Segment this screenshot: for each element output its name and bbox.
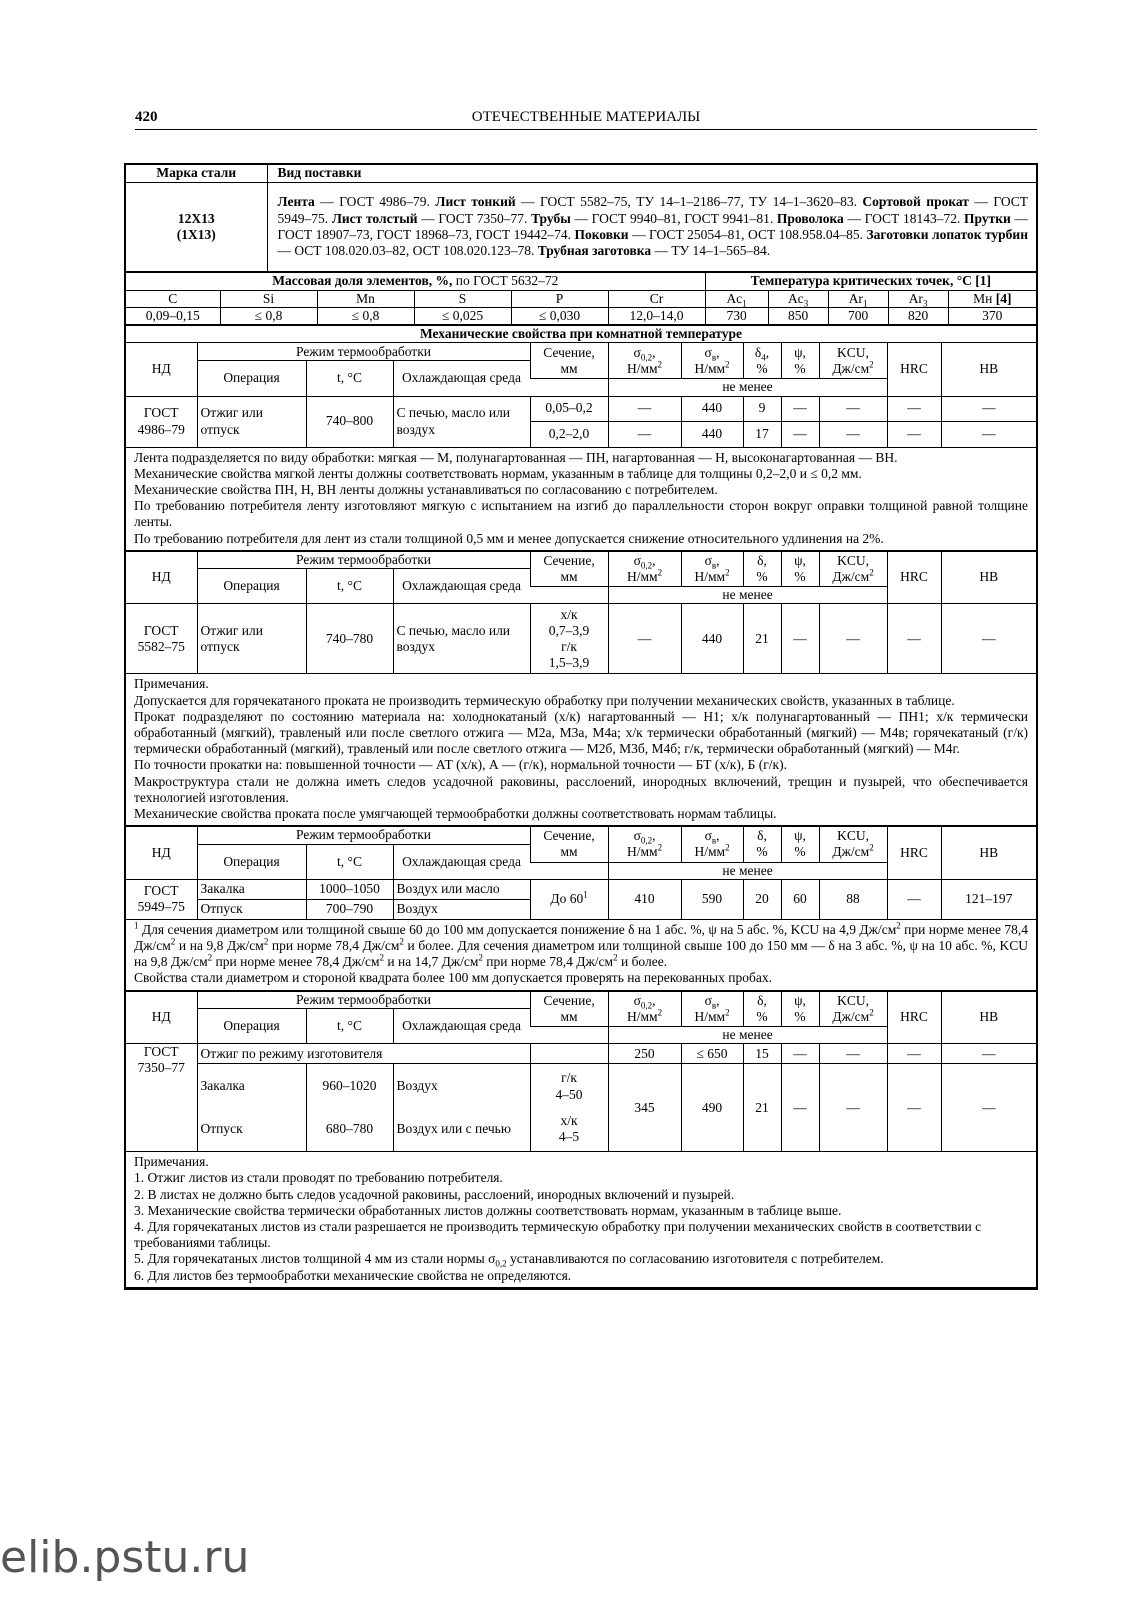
supply-text: [267, 182, 1036, 272]
col-mode: Режим термообработки: [197, 827, 530, 844]
t4-temp: 680–780: [306, 1108, 393, 1152]
col-section-cont: [530, 862, 608, 879]
t1-hrc: —: [887, 396, 941, 421]
col-section: Сечение, мм: [530, 992, 608, 1027]
col-d: δ, %: [743, 827, 781, 862]
element-s: S: [414, 290, 511, 307]
t4-sb: 490: [681, 1064, 743, 1152]
note: Прокат подразделяют по состоянию материала на: холоднокатаный (х/к) нагартованный — Н1; х/к полунагартованный — ПН1; х/к термически обработанный (мягкий), травленый или после светлого отжига — М2а, М3а, М4а; х/к термически обработанный (мягкий) — М4в; горячекатаный (г/к) термически обработанный (мягкий), травленый или после светлого отжига — М2б, М3б, М4б; г/к, термически обработанный (мягкий) — М4г.: [134, 708, 1028, 757]
mech-section-title: Механические свойства при комнатной температуре: [126, 326, 1036, 343]
col-s02: $\sigma_{0,2}$, $Н/мм^2$: [608, 552, 681, 587]
supply-standard: — ГОСТ 18143–72.: [843, 210, 965, 226]
col-s02: $\sigma_{0,2}$, $Н/мм^2$: [608, 992, 681, 1027]
supply-term: Прутки: [964, 210, 1011, 226]
t3-cooling: Воздух или масло: [393, 879, 530, 899]
col-cooling: Охлаждающая среда: [393, 1009, 530, 1044]
value-cr: 12,0–14,0: [608, 307, 705, 325]
col-hb: HB: [941, 343, 1036, 396]
value-p: ≤ 0,030: [511, 307, 608, 325]
t2-hrc: —: [887, 604, 941, 674]
note: Примечания.: [134, 1154, 209, 1170]
composition-title: Массовая доля элементов, %, по ГОСТ 5632–72: [126, 273, 705, 290]
col-cooling: Охлаждающая среда: [393, 361, 530, 396]
col-nd: НД: [126, 552, 197, 604]
t2-psi: —: [781, 604, 819, 674]
col-mode: Режим термообработки: [197, 552, 530, 569]
t3-notes: [126, 919, 1036, 990]
value-ar3: 820: [888, 307, 948, 325]
col-sb: $\sigma_в$, $Н/мм^2$: [681, 827, 743, 862]
t3-kcu: 88: [819, 879, 887, 919]
t2-sb: 440: [681, 604, 743, 674]
col-temp: t, °С: [306, 361, 393, 396]
crit-ac3: $Ac_3$: [768, 290, 828, 307]
t4-anneal-operation: Отжиг по режиму изготовителя: [197, 1044, 530, 1064]
note: 4. Для горячекатаных листов из стали разрешается не производить термическую обработку при получении механических свойств в соответствии с требованиями таблицы.: [134, 1218, 982, 1251]
t4-notes: [126, 1152, 1036, 1288]
grade-name: 12Х13: [177, 210, 215, 226]
t4-section: г/к 4–50 х/к 4–5: [530, 1064, 608, 1152]
t1-temp: 740–800: [306, 396, 393, 447]
t1-section: 0,2–2,0: [530, 421, 608, 447]
steel-datasheet: [124, 163, 1038, 1290]
col-psi: ψ, %: [781, 827, 819, 862]
col-temp: t, °С: [306, 844, 393, 879]
supply-standard: — ГОСТ 25054–81, ОСТ 108.958.04–85.: [628, 226, 867, 242]
col-mode: Режим термообработки: [197, 343, 530, 361]
t1-psi: —: [781, 421, 819, 447]
supply-term: Заготовки лопаток турбин: [866, 226, 1028, 242]
t2-kcu: —: [819, 604, 887, 674]
col-d4: $\delta_4$, %: [743, 343, 781, 379]
supply-standard: — ОСТ 108.020.03–82, ОСТ 108.020.123–78.: [277, 242, 538, 258]
grade-alt-name: (1Х13): [176, 226, 216, 242]
col-hb: HB: [941, 992, 1036, 1044]
t1-hb: —: [941, 396, 1036, 421]
col-mode: Режим термообработки: [197, 992, 530, 1009]
note: 2. В листах не должно быть следов усадочной раковины, расслоений, инородных включений и пузырей.: [134, 1186, 735, 1202]
critical-points-title: Температура критических точек, °С [1]: [705, 273, 1036, 290]
note: По требованию потребителя ленту изготовляют мягкую с испытанием на изгиб до параллельности сторон вокруг оправки толщиной равной толщине ленты.: [134, 498, 1028, 530]
t4-operation: Закалка: [197, 1064, 306, 1108]
col-section-cont: [530, 1027, 608, 1044]
page-header: [135, 108, 1037, 130]
col-nd: НД: [126, 827, 197, 879]
note: Макроструктура стали не должна иметь следов усадочной раковины, расслоений, инородных включений, трещин и пузырей, что обеспечивается технологией изготовления.: [134, 773, 1028, 805]
col-cooling: Охлаждающая среда: [393, 844, 530, 879]
col-nd: НД: [126, 343, 197, 396]
t2-notes: [126, 674, 1036, 826]
footnote: $^1$ Для сечения диаметром или толщиной свыше 60 до 100 мм допускается понижение δ на 1 абс. %, ψ на 5 абс. %, KCU на 4,9 $Дж/см^2$ при норме менее 78,4 $Дж/см^2$ и на 9,8 $Дж/см^2$ при норме 78,4 $Дж/см^2$ и более. Для сечения диаметром или толщиной свыше 100 до 150 мм — δ на 3 абс. %, ψ на 10 абс. %, KCU на 9,8 $Дж/см^2$ при норме менее 78,4 $Дж/см^2$ и на 14,7 $Дж/см^2$ при норме 78,4 $Дж/см^2$ и более.: [134, 920, 1029, 970]
t4-kcu: —: [819, 1044, 887, 1064]
col-temp: t, °С: [306, 1009, 393, 1044]
col-psi: ψ, %: [781, 552, 819, 587]
crit-ar3: $Ar_3$: [888, 290, 948, 307]
mech-table-2: [126, 552, 1036, 827]
col-temp: t, °С: [306, 569, 393, 604]
col-operation: Операция: [197, 844, 306, 879]
grade-table: [126, 165, 1036, 273]
col-section-cont: [530, 587, 608, 604]
col-nd: НД: [126, 992, 197, 1044]
t2-section: х/к 0,7–3,9 г/к 1,5–3,9: [530, 604, 608, 674]
t3-operation: Закалка: [197, 879, 306, 899]
t4-hrc: —: [887, 1044, 941, 1064]
t3-temp: 1000–1050: [306, 879, 393, 899]
watermark: elib.pstu.ru: [0, 1532, 250, 1583]
t4-s02: 345: [608, 1064, 681, 1152]
t1-section: 0,05–0,2: [530, 396, 608, 421]
t4-hb: —: [941, 1064, 1036, 1152]
t3-section: До $60^1$: [530, 879, 608, 919]
t3-hrc: —: [887, 879, 941, 919]
element-c: C: [126, 290, 220, 307]
grade-name-cell: [126, 182, 267, 272]
t2-operation: Отжиг или отпуск: [197, 604, 306, 674]
t3-temp: 700–790: [306, 899, 393, 919]
supply-term: Лист толстый: [331, 210, 418, 226]
t3-d: 20: [743, 879, 781, 919]
col-kcu: KCU, $Дж/см^2$: [819, 343, 887, 379]
note: 5. Для горячекатаных листов толщиной 4 мм из стали нормы $\sigma_{0,2}$ устанавливаются по согласованию изготовителя с потребителем.: [134, 1251, 884, 1269]
col-section: Сечение, мм: [530, 343, 608, 379]
supply-term: Лента: [277, 194, 315, 210]
t3-cooling: Воздух: [393, 899, 530, 919]
t1-sb: 440: [681, 396, 743, 421]
supply-label: Вид поставки: [267, 165, 1036, 182]
col-sb: $\sigma_в$, $Н/мм^2$: [681, 992, 743, 1027]
t3-hb: 121–197: [941, 879, 1036, 919]
col-operation: Операция: [197, 361, 306, 396]
t1-nd: ГОСТ 4986–79: [126, 396, 197, 447]
col-kcu: KCU, $Дж/см^2$: [819, 827, 887, 862]
supply-term: Трубы: [531, 210, 571, 226]
t4-psi: —: [781, 1044, 819, 1064]
t1-hrc: —: [887, 421, 941, 447]
note: По точности прокатки на: повышенной точности — АТ (х/к), А — (г/к), нормальной точности — БТ (х/к), Б (г/к).: [134, 757, 787, 773]
note: Механические свойства мягкой ленты должны соответствовать нормам, указанным в таблице для толщины 0,2–2,0 и ≤ 0,2 мм.: [134, 465, 862, 481]
note: Лента подразделяется по виду обработки: мягкая — М, полунагартованная — ПН, нагартованная — Н, высоконагартованная — ВН.: [134, 449, 898, 465]
element-si: Si: [220, 290, 317, 307]
t2-d: 21: [743, 604, 781, 674]
t4-temp: 960–1020: [306, 1064, 393, 1108]
t4-psi: —: [781, 1064, 819, 1152]
col-d: δ, %: [743, 552, 781, 587]
t1-psi: —: [781, 396, 819, 421]
col-hrc: HRC: [887, 992, 941, 1044]
t4-hb: —: [941, 1044, 1036, 1064]
note: 1. Отжиг листов из стали проводят по требованию потребителя.: [134, 1170, 503, 1186]
note: Примечания.: [134, 676, 209, 692]
note: Допускается для горячекатаного проката не производить термическую обработку при получении механических свойств, указанных в таблице.: [134, 692, 955, 708]
note: Свойства стали диаметром и стороной квадрата более 100 мм допускается проверять на перекованных пробах.: [134, 970, 772, 986]
t1-d: 17: [743, 421, 781, 447]
supply-standard: — ГОСТ 5949–75.: [277, 194, 1028, 226]
t1-s02: —: [608, 396, 681, 421]
composition-table: [126, 273, 1036, 326]
t2-temp: 740–780: [306, 604, 393, 674]
col-s02: $\sigma_{0,2}$, $Н/мм^2$: [608, 343, 681, 379]
element-p: P: [511, 290, 608, 307]
note: 6. Для листов без термообработки механические свойства не определяются.: [134, 1267, 572, 1283]
note: Механические свойства ПН, Н, ВН ленты должны устанавливаться по согласованию с потребителем.: [134, 481, 718, 497]
col-psi: ψ, %: [781, 992, 819, 1027]
col-s02: $\sigma_{0,2}$, $Н/мм^2$: [608, 827, 681, 862]
col-d: δ, %: [743, 992, 781, 1027]
col-sb: $\sigma_в$, $Н/мм^2$: [681, 552, 743, 587]
col-sb: $\sigma_в$, $Н/мм^2$: [681, 343, 743, 379]
t1-notes: [126, 447, 1036, 551]
value-mn: ≤ 0,8: [317, 307, 414, 325]
col-hrc: HRC: [887, 827, 941, 879]
value-ac1: 730: [705, 307, 768, 325]
supply-standard: — ТУ 14–1–565–84.: [651, 242, 771, 258]
t1-kcu: —: [819, 421, 887, 447]
note: Механические свойства проката после умягчающей термообработки должны соответствовать нормам таблицы.: [134, 805, 777, 821]
value-ar1: 700: [828, 307, 888, 325]
value-mn-point: 370: [948, 307, 1036, 325]
col-cooling: Охлаждающая среда: [393, 569, 530, 604]
t1-cooling: С печью, масло или воздух: [393, 396, 530, 447]
note: По требованию потребителя для лент из стали толщиной 0,5 мм и менее допускается снижение относительного удлинения на 2%.: [134, 530, 884, 546]
t2-hb: —: [941, 604, 1036, 674]
t1-d: 9: [743, 396, 781, 421]
t3-sb: 590: [681, 879, 743, 919]
supply-term: Поковки: [574, 226, 629, 242]
supply-term: Проволока: [776, 210, 844, 226]
col-kcu: KCU, $Дж/см^2$: [819, 992, 887, 1027]
t4-cooling: Воздух или с печью: [393, 1108, 530, 1152]
t4-section-blank: [530, 1044, 608, 1064]
col-hb: HB: [941, 827, 1036, 879]
supply-standard: — ГОСТ 5582–75, ТУ 14–1–2186–77, ТУ 14–1–3620–83.: [515, 194, 863, 210]
t3-s02: 410: [608, 879, 681, 919]
value-c: 0,09–0,15: [126, 307, 220, 325]
mech-table-1: [126, 326, 1036, 552]
t2-cooling: С печью, масло или воздух: [393, 604, 530, 674]
value-ac3: 850: [768, 307, 828, 325]
t4-d: 15: [743, 1044, 781, 1064]
not-less-label: не менее: [608, 1027, 887, 1044]
t3-nd: ГОСТ 5949–75: [126, 879, 197, 919]
grade-label: Марка стали: [126, 165, 267, 182]
crit-ar1: $Ar_1$: [828, 290, 888, 307]
t4-hrc: —: [887, 1064, 941, 1152]
t4-kcu: —: [819, 1064, 887, 1152]
supply-standard: — ГОСТ 7350–77.: [417, 210, 532, 226]
supply-standard: — ГОСТ 18907–73, ГОСТ 18968–73, ГОСТ 19442–74.: [277, 210, 1029, 242]
col-section-cont: [530, 379, 608, 396]
col-hb: HB: [941, 552, 1036, 604]
t2-s02: —: [608, 604, 681, 674]
t2-nd: ГОСТ 5582–75: [126, 604, 197, 674]
crit-ac1: $Ac_1$: [705, 290, 768, 307]
t1-hb: —: [941, 421, 1036, 447]
t4-sb: ≤ 650: [681, 1044, 743, 1064]
t1-operation: Отжиг или отпуск: [197, 396, 306, 447]
element-cr: Cr: [608, 290, 705, 307]
t3-psi: 60: [781, 879, 819, 919]
supply-standard: — ГОСТ 9940–81, ГОСТ 9941–81.: [570, 210, 777, 226]
note: 3. Механические свойства термически обработанных листов должны соответствовать нормам, указанным в таблице выше.: [134, 1202, 842, 1218]
crit-mn: Мн [4]: [948, 290, 1036, 307]
running-title: ОТЕЧЕСТВЕННЫЕ МАТЕРИАЛЫ: [471, 109, 701, 125]
col-kcu: KCU, $Дж/см^2$: [819, 552, 887, 587]
t4-d: 21: [743, 1064, 781, 1152]
t4-s02: 250: [608, 1044, 681, 1064]
t3-operation: Отпуск: [197, 899, 306, 919]
col-hrc: HRC: [887, 343, 941, 396]
mech-table-3: [126, 827, 1036, 991]
not-less-label: не менее: [608, 862, 887, 879]
not-less-label: не менее: [608, 587, 887, 604]
supply-term: Трубная заготовка: [537, 242, 652, 258]
t1-s02: —: [608, 421, 681, 447]
t1-kcu: —: [819, 396, 887, 421]
col-operation: Операция: [197, 1009, 306, 1044]
not-less-label: не менее: [608, 379, 887, 396]
col-operation: Операция: [197, 569, 306, 604]
col-section: Сечение, мм: [530, 827, 608, 862]
value-s: ≤ 0,025: [414, 307, 511, 325]
t4-operation: Отпуск: [197, 1108, 306, 1152]
page-number: 420: [135, 109, 158, 125]
col-psi: ψ, %: [781, 343, 819, 379]
col-section: Сечение, мм: [530, 552, 608, 587]
col-hrc: HRC: [887, 552, 941, 604]
element-mn: Mn: [317, 290, 414, 307]
supply-items: [278, 194, 1029, 258]
supply-term: Сортовой прокат: [862, 194, 969, 210]
t1-sb: 440: [681, 421, 743, 447]
supply-term: Лист тонкий: [435, 194, 516, 210]
t4-nd: ГОСТ 7350–77: [126, 1044, 197, 1152]
supply-standard: — ГОСТ 4986–79.: [314, 194, 436, 210]
value-si: ≤ 0,8: [220, 307, 317, 325]
mech-table-4: [126, 992, 1036, 1288]
t4-cooling: Воздух: [393, 1064, 530, 1108]
